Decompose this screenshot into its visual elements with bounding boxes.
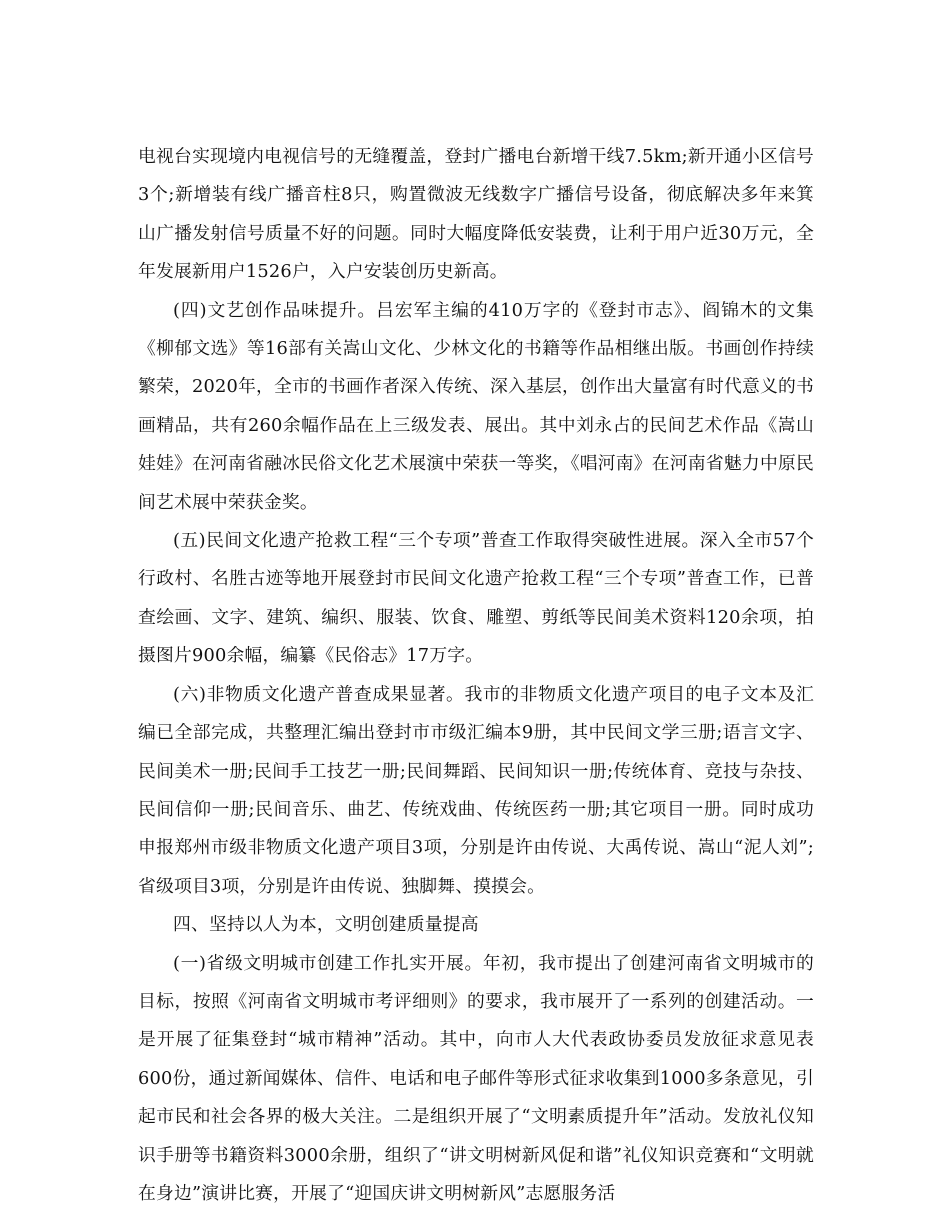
paragraph-literary-creation: (四)文艺创作品味提升。吕宏军主编的410万字的《登封市志》、阎锦木的文集《柳郁文选》等16部有关嵩山文化、少林文化的书籍等作品相继出版。书画创作持续繁荣，2020年，全市的书画作者深入传统、深入基层，创作出大量富有时代意义的书画精品，共有260余幅作品在上三级发表、展出。其中刘永占的民间艺术作品《嵩山娃娃》在河南省融冰民俗文化艺术展演中荣获一等奖，《唱河南》在河南省魅力中原民间艺术展中荣获金奖。	[138, 299, 814, 513]
paragraph-civilized-city: (一)省级文明城市创建工作扎实开展。年初，我市提出了创建河南省文明城市的目标，按照《河南省文明城市考评细则》的要求，我市展开了一系列的创建活动。一是开展了征集登封“城市精神”活动。其中，向市人大代表政协委员发放征求意见表600份，通过新闻媒体、信件、电话和电子邮件等形式征求收集到1000多条意见，引起市民和社会各界的极大关注。二是组织开展了“文明素质提升年”活动。发放礼仪知识手册等书籍资料3000余册，组织了“讲文明树新风促和谐”礼仪知识竞赛和“文明就在身边”演讲比赛，开展了“迎国庆讲文明树新风”志愿服务活	[138, 952, 814, 1204]
paragraph-folk-heritage-rescue: (五)民间文化遗产抢救工程“三个专项”普查工作取得突破性进展。深入全市57个行政村、名胜古迹等地开展登封市民间文化遗产抢救工程“三个专项”普查工作，已普查绘画、文字、建筑、编织、服装、饮食、雕塑、剪纸等民间美术资料120余项，拍摄图片900余幅，编纂《民俗志》17万字。	[138, 530, 814, 667]
document-body	[138, 138, 814, 1213]
paragraph-broadcast-coverage: 电视台实现境内电视信号的无缝覆盖，登封广播电台新增干线7.5km;新开通小区信号3个;新增装有线广播音柱8只，购置微波无线数字广播信号设备，彻底解决多年来箕山广播发射信号质量不好的问题。同时大幅度降低安装费，让利于用户近30万元，全年发展新用户1526户，入户安装创历史新高。	[138, 146, 814, 283]
paragraph-intangible-heritage: (六)非物质文化遗产普查成果显著。我市的非物质文化遗产项目的电子文本及汇编已全部完成，共整理汇编出登封市市级汇编本9册，其中民间文学三册;语言文字、民间美术一册;民间手工技艺一册;民间舞蹈、民间知识一册;传统体育、竞技与杂技、民间信仰一册;民间音乐、曲艺、传统戏曲、传统医药一册;其它项目一册。同时成功申报郑州市级非物质文化遗产项目3项，分别是许由传说、大禹传说、嵩山“泥人刘”;省级项目3项，分别是许由传说、独脚舞、摸摸会。	[138, 683, 814, 897]
section-heading-civilization: 四、坚持以人为本，文明创建质量提高	[173, 914, 479, 936]
